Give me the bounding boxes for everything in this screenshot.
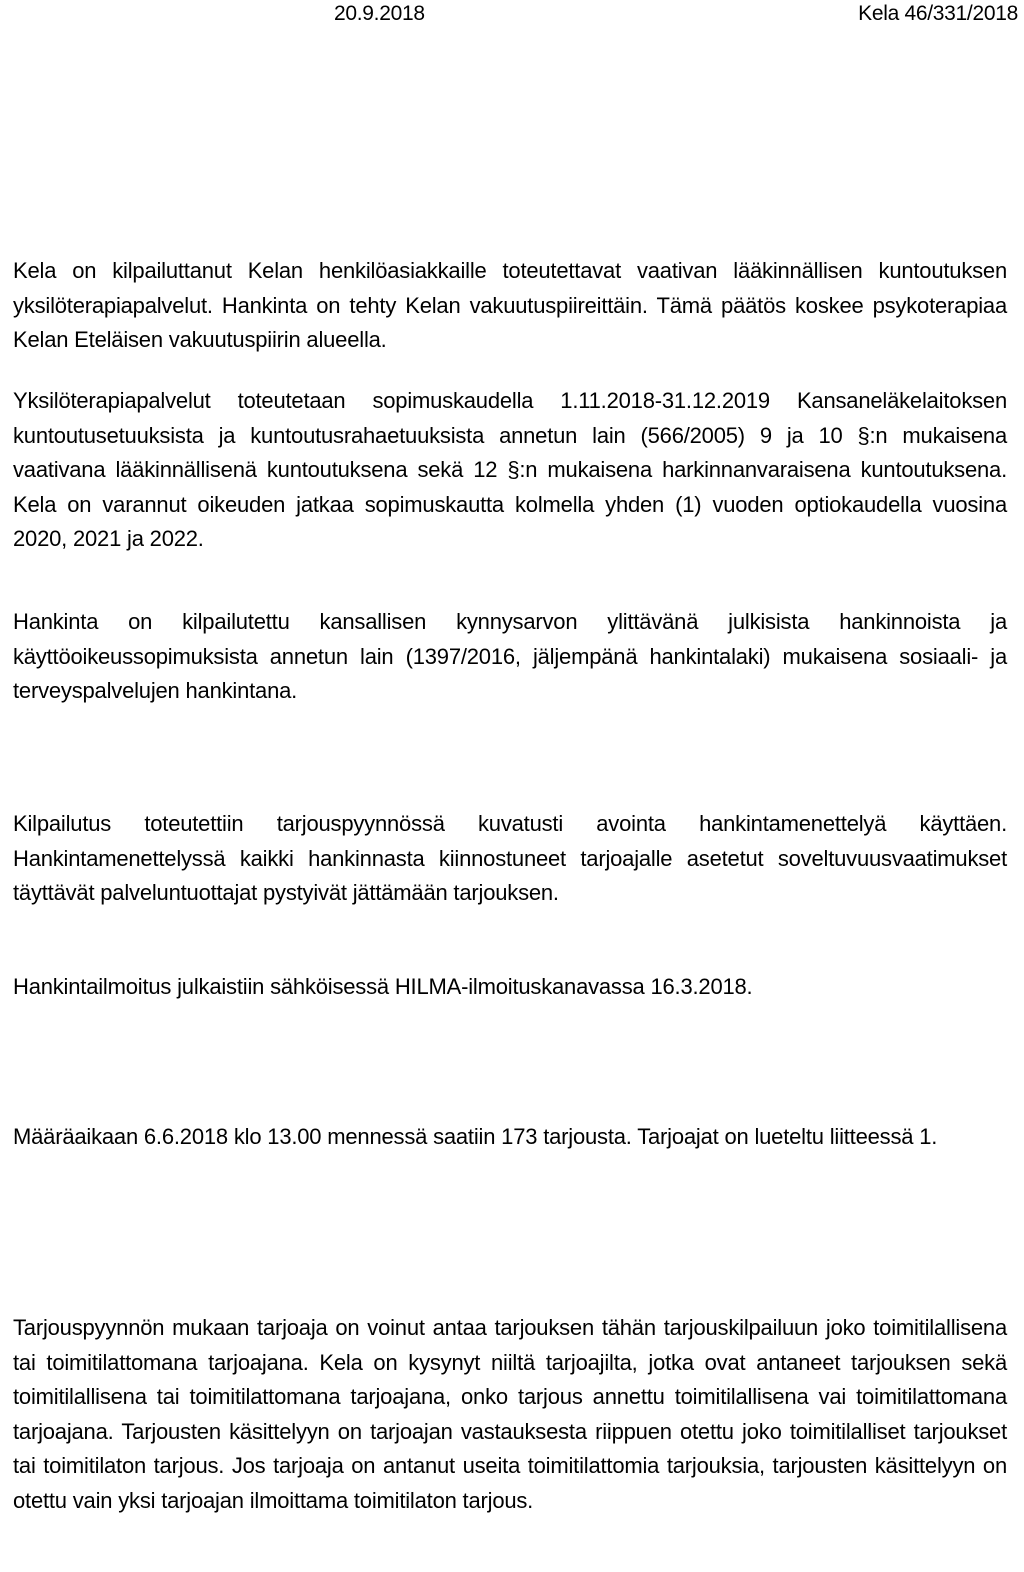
paragraph-procurement-scope: Kela on kilpailuttanut Kelan henkilöasiakkaille toteutettavat vaativan lääkinnällisen kuntoutuksen yksilöterapiapalvelut. Hankinta on tehty Kelan vakuutuspiireittäin. Tämä päätös koskee psykoterapiaa Kelan Eteläisen vakuutuspiirin alueella. <box>13 258 1007 352</box>
document-date: 20.9.2018 <box>334 2 425 25</box>
paragraph-contract-period: Yksilöterapiapalvelut toteutetaan sopimuskaudella 1.11.2018-31.12.2019 Kansaneläkelaitoksen kuntoutusetuuksista ja kuntoutusrahaetuuksista annetun lain (566/2005) 9 ja 10 §:n mukaisena vaativana lääkinnällisenä kuntoutuksena sekä 12 §:n mukaisena harkinnanvaraisena kuntoutuksena. Kela on varannut oikeuden jatkaa sopimuskautta kolmella yhden (1) vuoden optiokaudella vuosina 2020, 2021 ja 2022. <box>13 388 1007 551</box>
paragraph-tenders-received: Määräaikaan 6.6.2018 klo 13.00 mennessä saatiin 173 tarjousta. Tarjoajat on lueteltu liitteessä 1. <box>13 1124 938 1149</box>
paragraph-legal-basis: Hankinta on kilpailutettu kansallisen kynnysarvon ylittävänä julkisista hankinnoista ja käyttöoikeussopimuksista annetun lain (1397/2016, jäljempänä hankintalaki) mukaisena sosiaali- ja terveyspalvelujen hankintana. <box>13 609 1007 703</box>
paragraph-notice: Hankintailmoitus julkaistiin sähköisessä HILMA-ilmoituskanavassa 16.3.2018. <box>13 974 753 999</box>
paragraph-tender-handling: Tarjouspyynnön mukaan tarjoaja on voinut antaa tarjouksen tähän tarjouskilpailuun joko toimitilallisena tai toimitilattomana tarjoajana. Kela on kysynyt niiltä tarjoajilta, jotka ovat antaneet tarjouksen sekä toimitilallisena tai toimitilattomana tarjoajana, onko tarjous annettu toimitilallisena vai toimitilattomana tarjoajana. Tarjousten käsittelyyn on tarjoajan vastauksesta riippuen otettu joko toimitilalliset tarjoukset tai toimitilaton tarjous. Jos tarjoaja on antanut useita toimitilattomia tarjouksia, tarjousten käsittelyyn on otettu vain yksi tarjoajan ilmoittama toimitilaton tarjous. <box>13 1315 1007 1513</box>
document-reference: Kela 46/331/2018 <box>858 2 1018 25</box>
paragraph-procedure: Kilpailutus toteutettiin tarjouspyynnössä kuvatusti avointa hankintamenettelyä käyttäen. Hankintamenettelyssä kaikki hankinnasta kiinnostuneet tarjoajalle asetetut soveltuvuusvaatimukset täyttävät palveluntuottajat pystyivät jättämään tarjouksen. <box>13 811 1007 905</box>
